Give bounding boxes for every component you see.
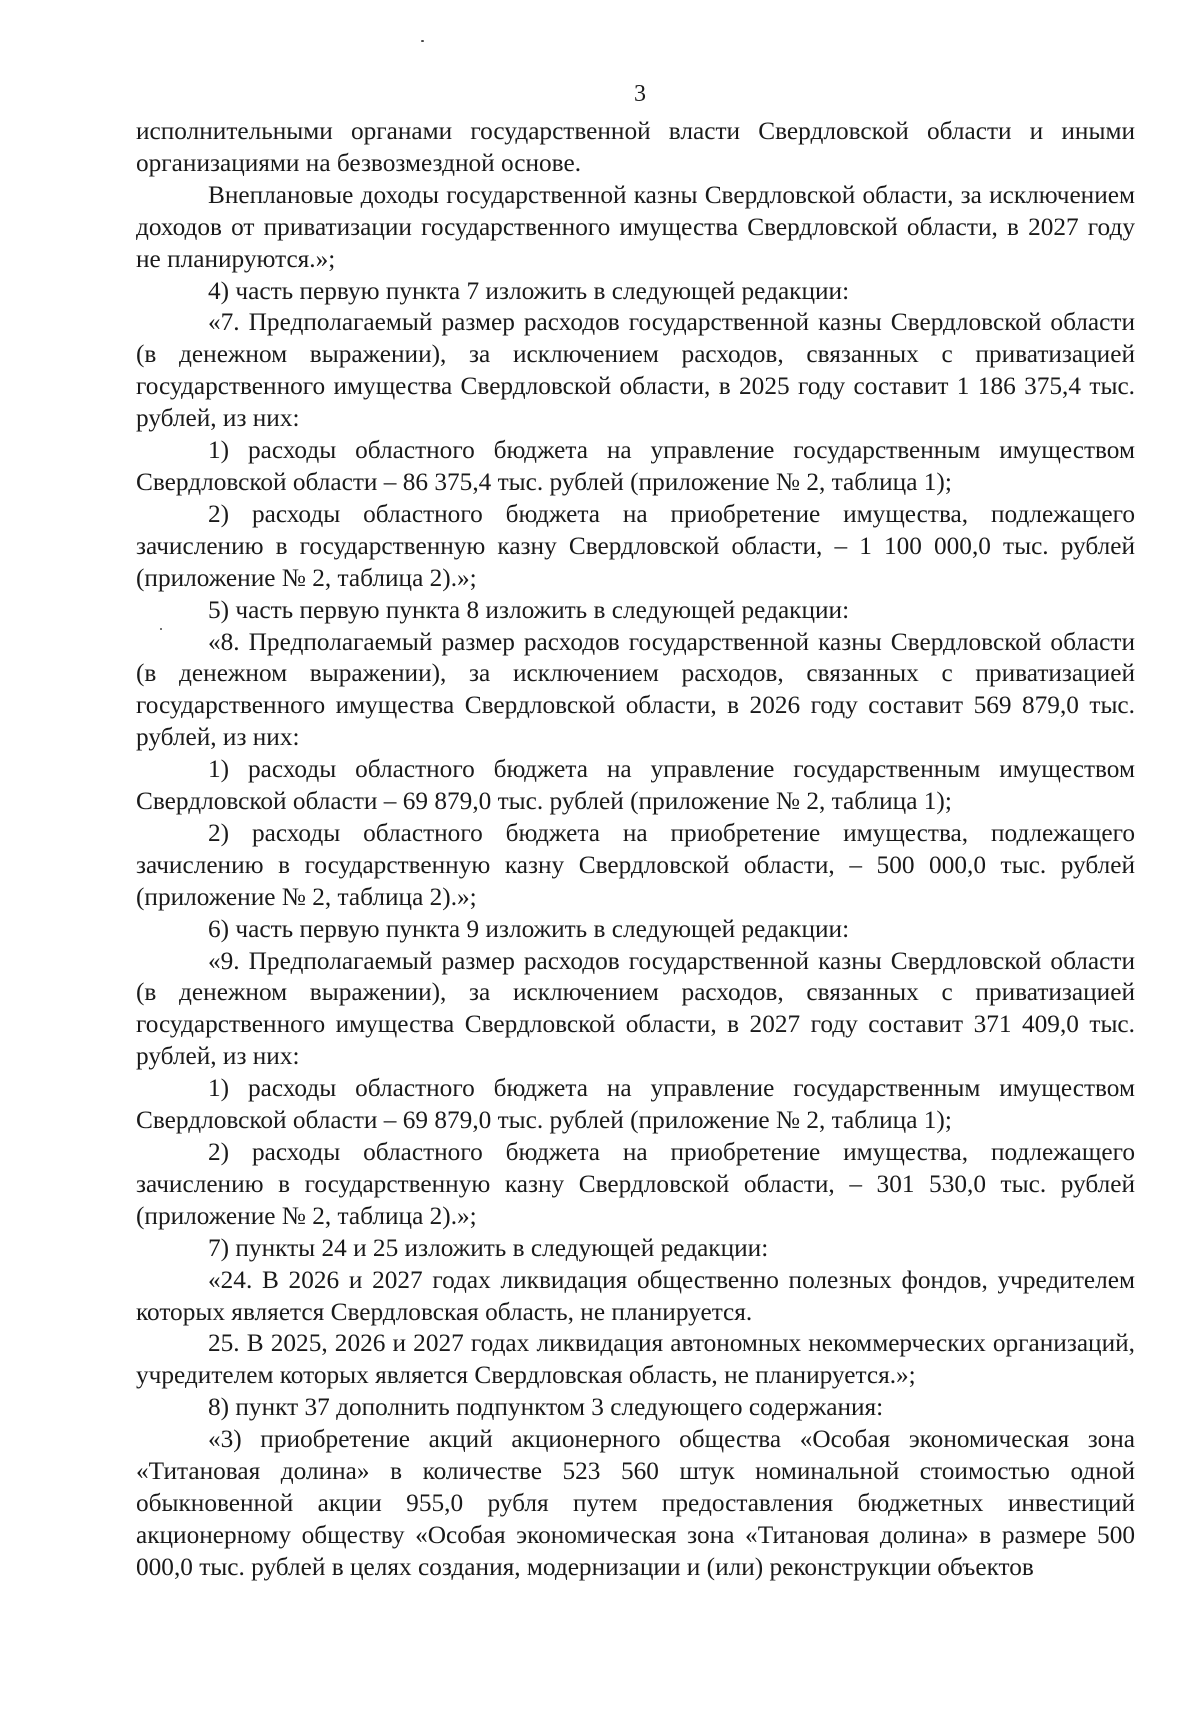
paragraph: 7) пункты 24 и 25 изложить в следующей редакции: [208, 1233, 769, 1262]
paragraph: 1) расходы областного бюджета на управление государственным имуществом Свердловской области – 86 375,4 тыс. рублей (приложение № 2, таблица 1); [136, 436, 1135, 496]
paragraph: 2) расходы областного бюджета на приобретение имущества, подлежащего зачислению в государственную казну Свердловской области, – 1 100 000,0 тыс. рублей (приложение № 2, таблица 2).»; [136, 499, 1135, 592]
paragraph: 8) пункт 37 дополнить подпунктом 3 следующего содержания: [208, 1393, 884, 1422]
paragraph: «8. Предполагаемый размер расходов государственной казны Свердловской области (в денежном выражении), за исключением расходов, связанных с приватизацией государственного имущества Свердловской области, в 2026 году составит 569 879,0 тыс. рублей, из них: [136, 627, 1135, 752]
paragraph: Внеплановые доходы государственной казны Свердловской области, за исключением доходов от приватизации государственного имущества Свердловской области, в 2027 году не планируются.»; [136, 180, 1135, 273]
document-body [136, 116, 1135, 1584]
paragraph: «3) приобретение акций акционерного общества «Особая экономическая зона «Титановая долина» в количестве 523 560 штук номинальной стоимостью одной обыкновенной акции 955,0 рубля путем предоставления бюджетных инвестиций акционерному обществу «Особая экономическая зона «Титановая долина» в размере 500 000,0 тыс. рублей в целях создания, модернизации и (или) реконструкции объектов [136, 1425, 1135, 1581]
paragraph: «24. В 2026 и 2027 годах ликвидация общественно полезных фондов, учредителем которых является Свердловская область, не планируется. [136, 1265, 1135, 1326]
scan-speck [421, 40, 424, 42]
paragraph: 6) часть первую пункта 9 изложить в следующей редакции: [208, 914, 850, 943]
paragraph: «7. Предполагаемый размер расходов государственной казны Свердловской области (в денежном выражении), за исключением расходов, связанных с приватизацией государственного имущества Свердловской области, в 2025 году составит 1 186 375,4 тыс. рублей, из них: [136, 308, 1135, 433]
paragraph: 2) расходы областного бюджета на приобретение имущества, подлежащего зачислению в государственную казну Свердловской области, – 500 000,0 тыс. рублей (приложение № 2, таблица 2).»; [136, 818, 1135, 911]
paragraph: 1) расходы областного бюджета на управление государственным имуществом Свердловской области – 69 879,0 тыс. рублей (приложение № 2, таблица 1); [136, 755, 1135, 816]
paragraph: 1) расходы областного бюджета на управление государственным имуществом Свердловской области – 69 879,0 тыс. рублей (приложение № 2, таблица 1); [136, 1074, 1135, 1135]
paragraph: 2) расходы областного бюджета на приобретение имущества, подлежащего зачислению в государственную казну Свердловской области, – 301 530,0 тыс. рублей (приложение № 2, таблица 2).»; [136, 1138, 1135, 1230]
paragraph: 4) часть первую пункта 7 изложить в следующей редакции: [208, 276, 850, 305]
page-number: 3 [634, 81, 646, 107]
paragraph: 25. В 2025, 2026 и 2027 годах ликвидация автономных некоммерческих организаций, учредителем которых является Свердловская область, не планируется.»; [136, 1329, 1135, 1390]
paragraph: исполнительными органами государственной власти Свердловской области и иными организациями на безвозмездной основе. [136, 117, 1135, 177]
paragraph: «9. Предполагаемый размер расходов государственной казны Свердловской области (в денежном выражении), за исключением расходов, связанных с приватизацией государственного имущества Свердловской области, в 2027 году составит 371 409,0 тыс. рублей, из них: [136, 946, 1135, 1071]
paragraph: 5) часть первую пункта 8 изложить в следующей редакции: [208, 595, 850, 624]
